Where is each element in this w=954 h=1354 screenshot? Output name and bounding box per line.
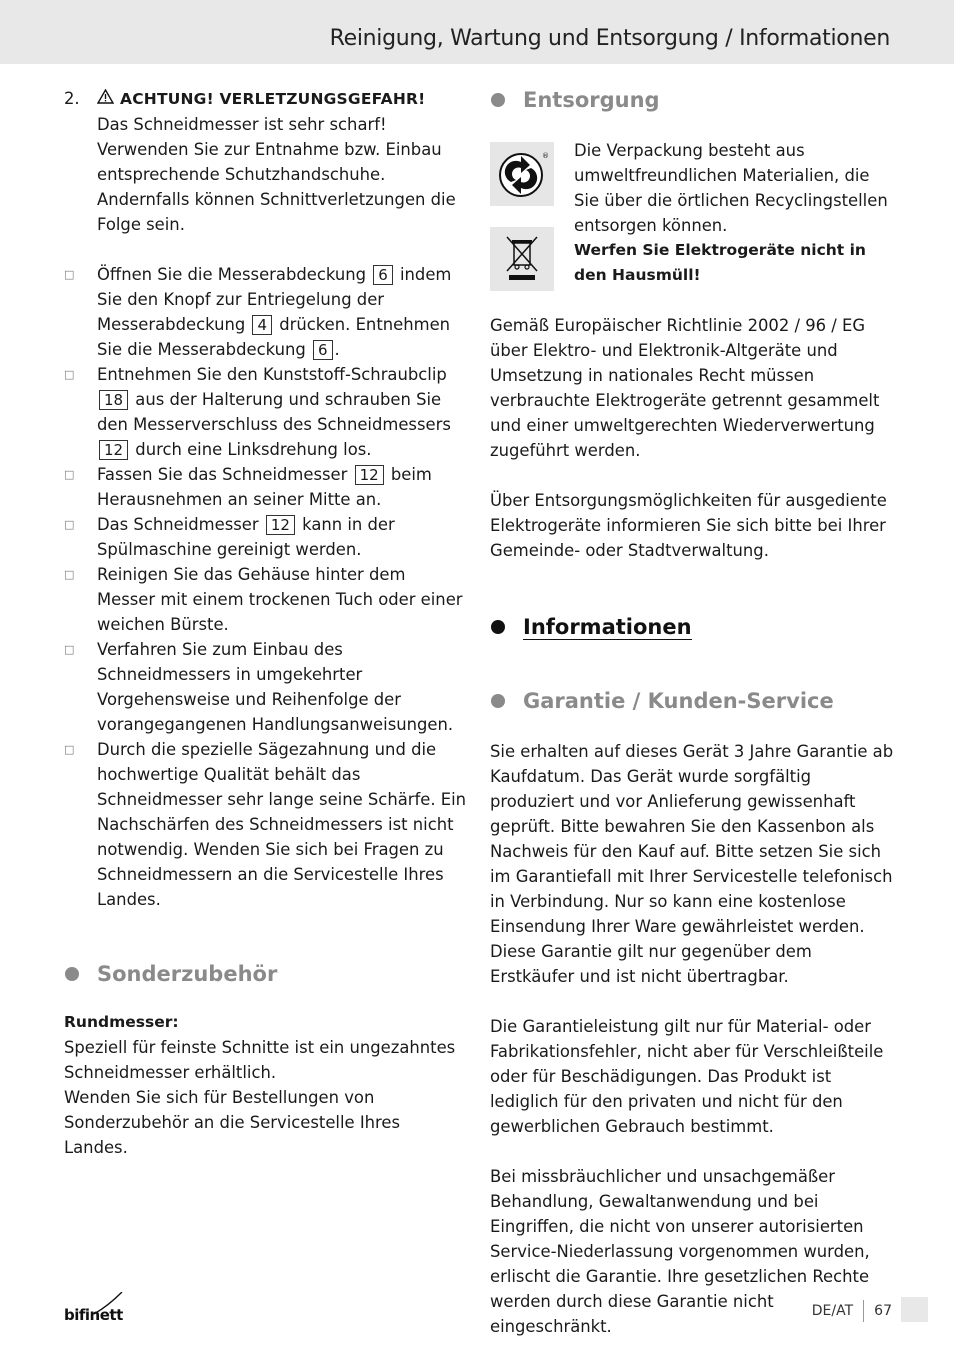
list-item: □ Durch die spezielle Sägezahnung und die hochwertige Qualität behält das Schneidmesser sehr lange seine Schärfe. Ein Nachschärfen des Schneidmessers ist nicht notwendig. Wenden Sie sich bei Fragen zu Schneidmessern an die Servicestelle Ihres Landes. [64,737,468,912]
paragraph: Die Garantieleistung gilt nur für Material- oder Fabrikationsfehler, nicht aber für Verschleißteile oder für Beschädigungen. Das Produkt ist lediglich für den privaten und nicht für den gewerblichen Gebrauch bestimmt. [490,1017,884,1136]
brand-logo: bifinett [64,1300,123,1318]
list-item: □ Fassen Sie das Schneidmesser 12 beim Herausnehmen an seiner Mitte an. [64,462,468,512]
page-info [812,1300,892,1322]
packaging-text: Die Verpackung besteht aus umweltfreundlichen Materialien, die Sie über die örtlichen Recyclingstellen entsorgen können. [574,141,888,235]
svg-text:®: ® [542,152,549,160]
bullet-dot-icon [65,967,79,981]
checkbox-bullet-icon: □ [64,643,75,656]
page-tab [901,1297,928,1322]
left-column [64,86,468,1160]
part-ref: 6 [373,265,393,285]
part-ref: 4 [252,315,272,335]
section-heading-warranty: Garantie / Kunden-Service [490,687,894,715]
bullet-dot-icon [491,694,505,708]
paragraph: Über Entsorgungsmöglichkeiten für ausgediente Elektrogeräte informieren Sie sich bitte bei Ihrer Gemeinde- oder Stadtverwaltung. [490,491,887,560]
paragraph: Wenden Sie sich für Bestellungen von Sonderzubehör an die Servicestelle Ihres Landes. [64,1088,401,1157]
checkbox-bullet-icon: □ [64,268,75,281]
part-ref: 12 [266,515,295,535]
locale-label: DE/AT [811,1303,854,1319]
checkbox-bullet-icon: □ [64,518,75,531]
checkbox-bullet-icon: □ [64,468,75,481]
checkbox-bullet-icon: □ [64,368,75,381]
checkbox-bullet-icon: □ [64,743,75,756]
list-item: □ Reinigen Sie das Gehäuse hinter dem Messer mit einem trockenen Tuch oder einer weichen Bürste. [64,562,468,637]
weee-warning: Werfen Sie Elektrogeräte nicht in den Hausmüll! [574,241,866,284]
list-item: □ Das Schneidmesser 12 kann in der Spülmaschine gereinigt werden. [64,512,468,562]
paragraph: Speziell für feinste Schnitte ist ein ungezahntes Schneidmesser erhältlich. [64,1038,456,1082]
bullet-dot-icon [491,620,505,634]
checkbox-bullet-icon: □ [64,568,75,581]
paragraph: Bei missbräuchlicher und unsachgemäßer Behandlung, Gewaltanwendung und bei Eingriffen, die nicht von unserer autorisierten Service-Niederlassung vorgenommen wurden, erlischt die Garantie. Ihre gesetzlichen Rechte werden durch diese Garantie nicht eingeschränkt. [490,1167,870,1336]
paragraph: Gemäß Europäischer Richtlinie 2002 / 96 / EG über Elektro- und Elektronik-Altgeräte und Umsetzung in nationales Recht müssen verbrauchte Elektrogeräte getrennt gesammelt und einer umweltgerechten Wiederverwertung zugeführt werden. [490,316,880,460]
warning-triangle-icon [97,87,114,112]
list-item: □ Öffnen Sie die Messerabdeckung 6 indem Sie den Knopf zur Entriegelung der Messerabdeckung 4 drücken. Entnehmen Sie die Messerabdeckung 6 . [64,262,468,362]
list-item: □ Entnehmen Sie den Kunststoff-Schraubclip 18 aus der Halterung und schrauben Sie den Messerverschluss des Schneidmessers 12 durch eine Linksdrehung los. [64,362,468,462]
section-heading-accessories: Sonderzubehör [64,960,468,988]
crossed-bin-icon [490,227,554,291]
page-title: Reinigung, Wartung und Entsorgung / Informationen [329,26,890,51]
warning-block [64,86,468,237]
right-column [490,86,894,114]
page-number: 67 [874,1303,892,1319]
subheading-round-blade: Rundmesser: [64,1013,179,1031]
step-number: 2. [64,89,80,108]
part-ref: 6 [313,340,333,360]
green-dot-recycling-icon [490,142,554,206]
warning-text: Das Schneidmesser ist sehr scharf! Verwenden Sie zur Entnahme bzw. Einbau entsprechende Schutzhandschuhe. Andernfalls können Schnittverletzungen die Folge sein. [97,115,456,234]
bullet-dot-icon [491,93,505,107]
section-heading-disposal: Entsorgung [490,86,894,114]
paragraph: Sie erhalten auf dieses Gerät 3 Jahre Garantie ab Kaufdatum. Das Gerät wurde sorgfältig produziert und vor Anlieferung gewissenhaft geprüft. Bitte bewahren Sie den Kassenbon als Nachweis für den Kauf auf. Bitte setzen Sie sich im Garantiefall mit Ihrer Servicestelle telefonisch in Verbindung. Nur so kann eine kostenlose Einsendung Ihrer Ware gewährleistet werden. Diese Garantie gilt nur gegenüber dem Erstkäufer und ist nicht übertragbar. [490,742,894,986]
list-item: □ Verfahren Sie zum Einbau des Schneidmessers in umgekehrter Vorgehensweise und Reihenfolge der vorangegangenen Handlungsanweisungen. [64,637,468,737]
disposal-body [490,313,894,1339]
part-ref: 18 [99,390,128,410]
part-ref: 12 [99,440,128,460]
header-bar [0,0,954,64]
section-heading-information: Informationen [490,613,894,641]
part-ref: 12 [355,465,384,485]
warning-heading: ACHTUNG! VERLETZUNGSGEFAHR! [97,90,425,108]
